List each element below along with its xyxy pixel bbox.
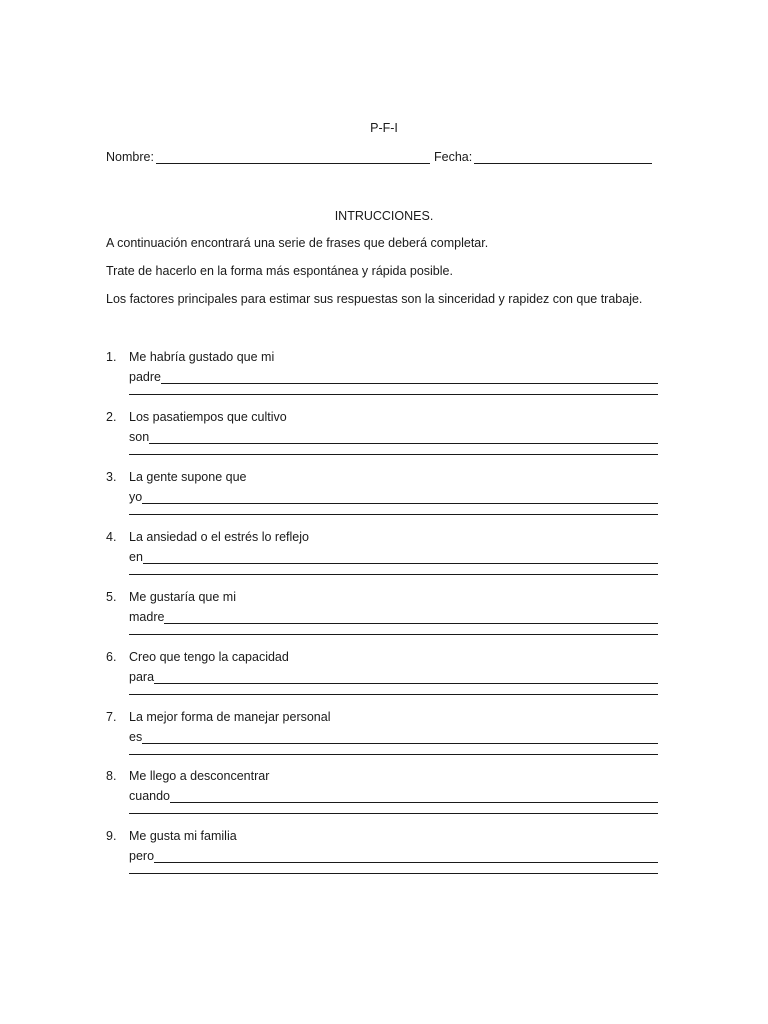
item-continuation-word: para xyxy=(129,670,155,684)
item-prompt: Creo que tengo la capacidad xyxy=(129,650,289,664)
answer-extra-line[interactable] xyxy=(129,813,658,814)
date-field[interactable] xyxy=(434,150,652,164)
answer-extra-line[interactable] xyxy=(129,873,658,874)
answer-extra-line[interactable] xyxy=(129,694,658,695)
header-fields xyxy=(106,150,651,166)
document-title: P-F-I xyxy=(370,121,398,135)
answer-extra-line[interactable] xyxy=(129,634,658,635)
answer-extra-line[interactable] xyxy=(129,754,658,755)
item-number: 5. xyxy=(106,590,117,604)
instruction-line: A continuación encontrará una serie de frases que deberá completar. xyxy=(106,236,489,250)
sentence-item xyxy=(106,710,661,762)
sentence-item xyxy=(106,470,661,522)
item-number: 1. xyxy=(106,350,117,364)
answer-line[interactable] xyxy=(143,551,658,564)
item-prompt: Me llego a desconcentrar xyxy=(129,769,270,783)
sentence-item xyxy=(106,410,661,462)
item-continuation-word: madre xyxy=(129,610,165,624)
sentence-item xyxy=(106,769,661,821)
item-prompt: La gente supone que xyxy=(129,470,247,484)
answer-field[interactable] xyxy=(129,430,658,444)
item-prompt: La mejor forma de manejar personal xyxy=(129,710,331,724)
answer-line[interactable] xyxy=(170,790,658,803)
answer-line[interactable] xyxy=(154,850,658,863)
item-number: 2. xyxy=(106,410,117,424)
name-field[interactable] xyxy=(106,150,430,164)
answer-field[interactable] xyxy=(129,550,658,564)
item-prompt: Los pasatiempos que cultivo xyxy=(129,410,287,424)
answer-line[interactable] xyxy=(164,611,658,624)
date-label: Fecha: xyxy=(434,150,473,164)
item-continuation-word: yo xyxy=(129,490,143,504)
item-number: 9. xyxy=(106,829,117,843)
answer-line[interactable] xyxy=(142,491,658,504)
answer-line[interactable] xyxy=(161,371,658,384)
sentence-item xyxy=(106,590,661,642)
date-blank-line[interactable] xyxy=(474,151,652,164)
item-number: 3. xyxy=(106,470,117,484)
item-prompt: Me gusta mi familia xyxy=(129,829,237,843)
item-continuation-word: pero xyxy=(129,849,155,863)
answer-extra-line[interactable] xyxy=(129,514,658,515)
answer-field[interactable] xyxy=(129,490,658,504)
item-continuation-word: cuando xyxy=(129,789,171,803)
sentence-item xyxy=(106,650,661,702)
answer-field[interactable] xyxy=(129,789,658,803)
answer-line[interactable] xyxy=(154,671,658,684)
answer-field[interactable] xyxy=(129,849,658,863)
name-blank-line[interactable] xyxy=(156,151,430,164)
instruction-line: Los factores principales para estimar sus respuestas son la sinceridad y rapidez con que trabaje. xyxy=(106,292,643,306)
sentence-item xyxy=(106,530,661,582)
item-continuation-word: en xyxy=(129,550,143,564)
instructions-title: INTRUCCIONES. xyxy=(334,209,434,223)
item-number: 6. xyxy=(106,650,117,664)
answer-extra-line[interactable] xyxy=(129,394,658,395)
answer-line[interactable] xyxy=(142,731,658,744)
answer-field[interactable] xyxy=(129,730,658,744)
item-prompt: Me habría gustado que mi xyxy=(129,350,275,364)
sentence-item xyxy=(106,350,661,402)
item-number: 8. xyxy=(106,769,117,783)
item-continuation-word: son xyxy=(129,430,150,444)
answer-extra-line[interactable] xyxy=(129,454,658,455)
item-continuation-word: padre xyxy=(129,370,161,384)
answer-field[interactable] xyxy=(129,370,658,384)
answer-field[interactable] xyxy=(129,670,658,684)
instruction-line: Trate de hacerlo en la forma más espontánea y rápida posible. xyxy=(106,264,453,278)
item-number: 7. xyxy=(106,710,117,724)
item-continuation-word: es xyxy=(129,730,143,744)
item-prompt: Me gustaría que mi xyxy=(129,590,236,604)
answer-extra-line[interactable] xyxy=(129,574,658,575)
sentence-item xyxy=(106,829,661,881)
item-prompt: La ansiedad o el estrés lo reflejo xyxy=(129,530,309,544)
answer-field[interactable] xyxy=(129,610,658,624)
item-number: 4. xyxy=(106,530,117,544)
answer-line[interactable] xyxy=(149,431,658,444)
name-label: Nombre: xyxy=(106,150,154,164)
